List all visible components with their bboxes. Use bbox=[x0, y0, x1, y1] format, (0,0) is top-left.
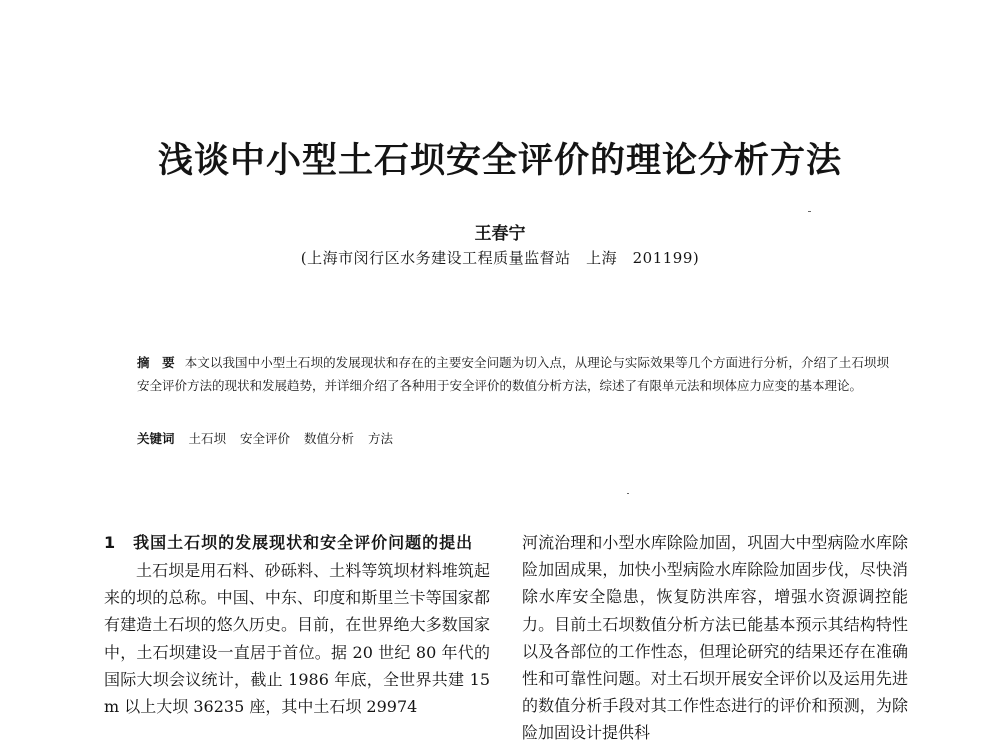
keywords bbox=[137, 429, 403, 449]
scan-speck bbox=[808, 211, 811, 212]
right-column bbox=[522, 529, 908, 747]
abstract-label: 摘 要 bbox=[137, 355, 175, 370]
author-name: 王春宁 bbox=[474, 224, 526, 244]
abstract bbox=[137, 352, 889, 397]
left-column bbox=[104, 529, 490, 720]
author-affiliation: (上海市闵行区水务建设工程质量监督站 上海 201199) bbox=[300, 249, 700, 267]
keyword: 数值分析 bbox=[304, 431, 355, 446]
keyword: 方法 bbox=[368, 431, 394, 446]
keywords-label: 关键词 bbox=[137, 431, 175, 446]
scan-speck bbox=[627, 493, 629, 494]
keyword: 土石坝 bbox=[188, 431, 227, 446]
section-heading: 1 我国土石坝的发展现状和安全评价问题的提出 bbox=[104, 533, 474, 552]
paper-title: 浅谈中小型土石坝安全评价的理论分析方法 bbox=[157, 140, 842, 181]
abstract-text: 本文以我国中小型土石坝的发展现状和存在的主要安全问题为切入点，从理论与实际效果等几个方面进行分析，介绍了土石坝坝安全评价方法的现状和发展趋势，并详细介绍了各种用于安全评价的数值分析方法，综述了有限单元法和坝体应力应变的基本理论。 bbox=[137, 355, 889, 393]
body-paragraph: 河流治理和小型水库除险加固，巩固大中型病险水库除险加固成果，加快小型病险水库除险加固步伐，尽快消除水库安全隐患，恢复防洪库容，增强水资源调控能力。目前土石坝数值分析方法已能基本预示其结构特性以及各部位的工作性态，但理论研究的结果还存在准确性和可靠性问题。对土石坝开展安全评价以及运用先进的数值分析手段对其工作性态进行的评价和预测，为除险加固设计提供科 bbox=[522, 533, 908, 743]
body-paragraph: 土石坝是用石料、砂砾料、土料等筑坝材料堆筑起来的坝的总称。中国、中东、印度和斯里兰卡等国家都有建造土石坝的悠久历史。目前，在世界绝大多数国家中，土石坝建设一直居于首位。据 20 世纪 80 年代的国际大坝会议统计，截止 1986 年底，全世界共建 15 m 以上大坝 36235 座，其中土石坝 29974 bbox=[104, 561, 490, 717]
keyword: 安全评价 bbox=[240, 431, 291, 446]
